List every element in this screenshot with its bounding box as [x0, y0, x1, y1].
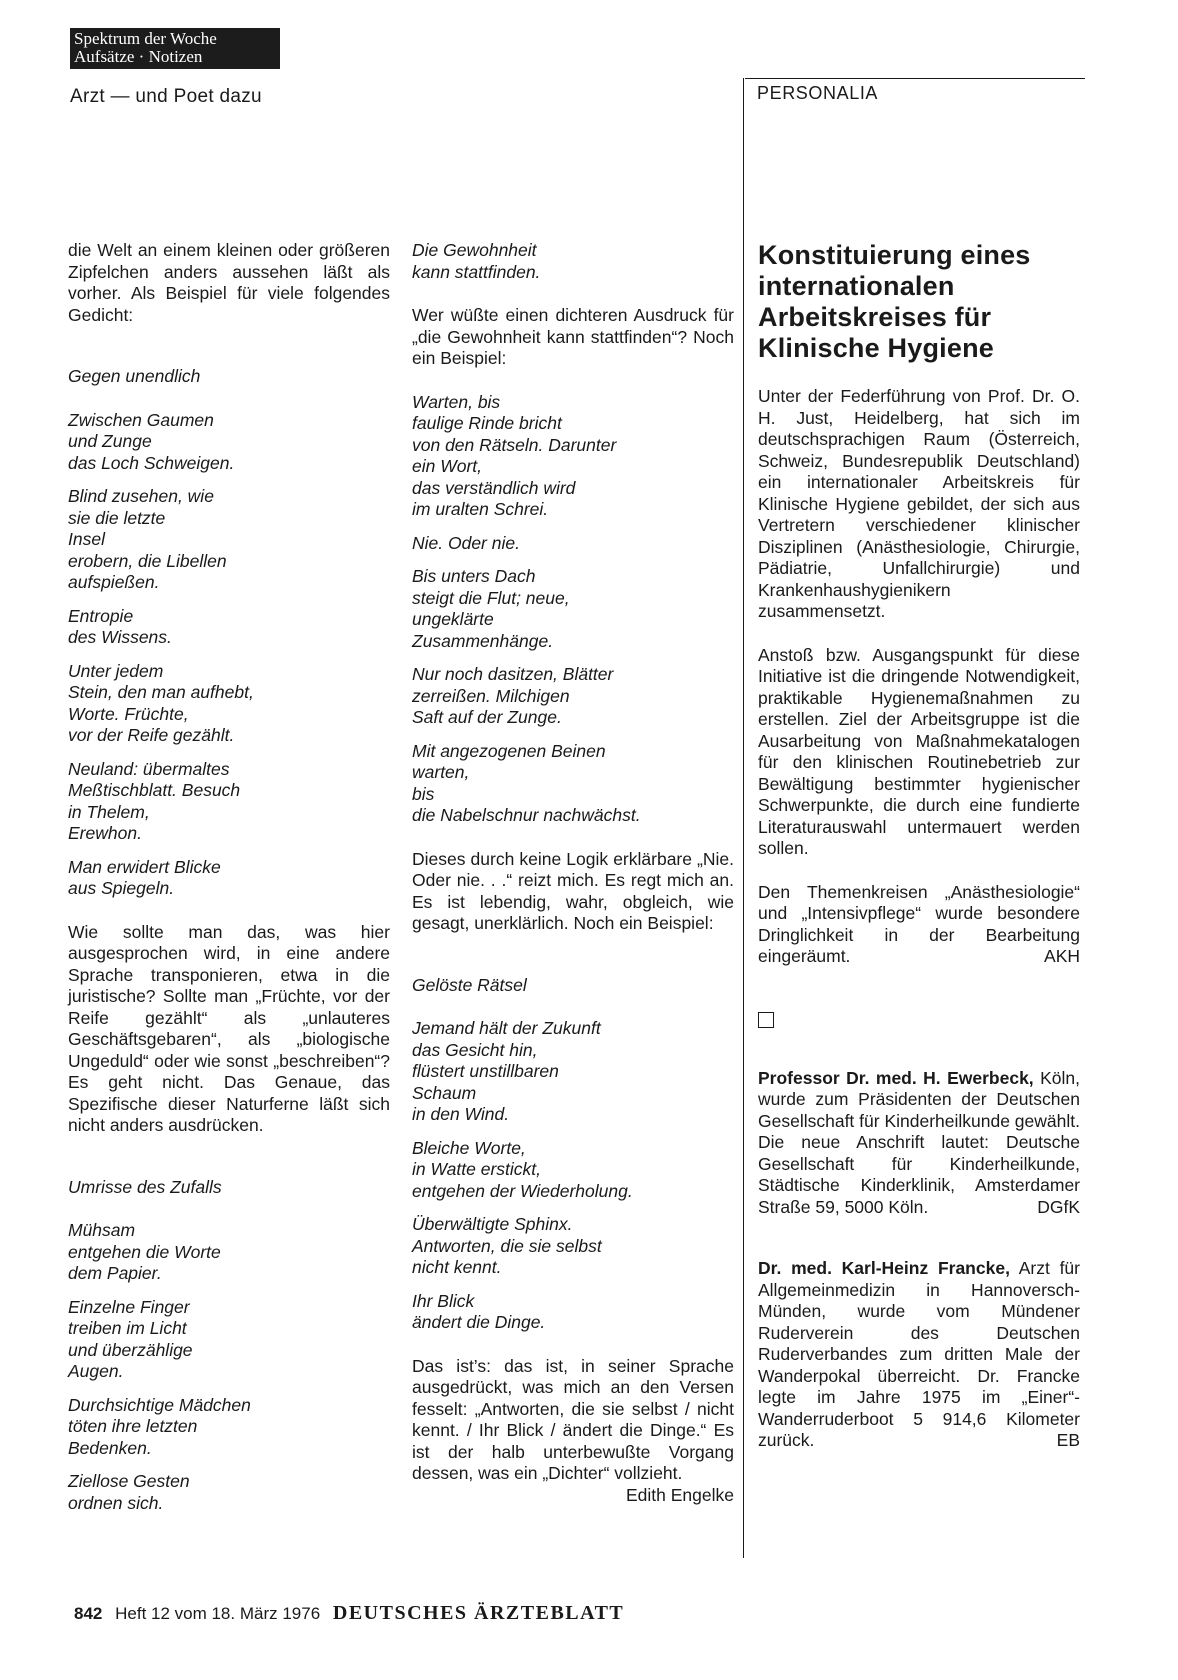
verse-line: das Loch Schweigen. [68, 452, 235, 473]
notice-text: Köln, wurde zum Präsidenten der Deutschen Gesellschaft für Kinderheilkunde gewählt. Die neue Anschrift lautet: Deutsche Gesellschaft für Kinderheilkunde, Städtische Kinderklinik, Amsterdamer Straße 59, 5000 Köln. [758, 1067, 1080, 1217]
intro-paragraph: die Welt an einem kleinen oder größeren Zipfelchen anders aussehen läßt als vorher. Als Beispiel für viele folgendes Gedicht: [68, 240, 390, 325]
verse-line: das verständlich wird [412, 477, 576, 498]
verse-line: bis [412, 783, 435, 804]
stanza [412, 1018, 734, 1126]
stanza [412, 741, 734, 827]
verse-line: ändert die Dinge. [412, 1312, 546, 1332]
header-rule [745, 78, 1085, 79]
verse-line: Ziellose Gesten [68, 1471, 190, 1491]
verse-line: Bis unters Dach [412, 566, 536, 586]
journal-name: DEUTSCHES ÄRZTEBLATT [332, 1602, 625, 1624]
stanza [68, 661, 390, 747]
column-3 [758, 240, 1080, 1452]
page-footer [74, 1602, 624, 1625]
verse-line: entgehen der Wiederholung. [412, 1180, 633, 1201]
stanza [68, 410, 390, 475]
body-paragraph: Wer wüßte einen dichteren Ausdruck für „die Gewohnheit kann stattfinden“? Noch ein Beispiel: [412, 305, 734, 368]
closing-text: Das ist’s: das ist, in seiner Sprache ausgedrückt, was mich an den Versen fesselt: „Antworten, die sie selbst / nicht kennt. / Ihr Blick / ändert die Dinge.“ Es ist der halb unterbewußte Vorgang dessen, was ein „Dichter“ vollzieht. [412, 1355, 734, 1483]
verse-line: Erewhon. [68, 823, 142, 843]
stanza [68, 857, 390, 900]
verse-line: erobern, die Libellen [68, 550, 227, 571]
poem-title: Gelöste Rätsel [412, 974, 527, 995]
verse-line: entgehen die Worte [68, 1241, 221, 1262]
verse-line: Nur noch dasitzen, Blätter [412, 664, 614, 684]
stanza [68, 759, 390, 845]
stanza [68, 1220, 390, 1285]
stanza [68, 606, 390, 649]
issue-info: Heft 12 vom 18. März 1976 [115, 1604, 321, 1623]
verse-line: steigt die Flut; neue, [412, 587, 570, 608]
verse-line: Nie. Oder nie. [412, 532, 520, 553]
column-1 [68, 240, 390, 1514]
verse-line: treiben im Licht [68, 1318, 187, 1338]
column-2 [412, 240, 734, 1506]
verse-line: zerreißen. Milchigen [412, 685, 570, 706]
article-text: Den Themenkreisen „Anästhesiologie“ und „Intensivpflege“ wurde besondere Dringlichkeit in der Bearbeitung eingeräumt. [758, 881, 1080, 966]
verse-line: warten, [412, 762, 470, 782]
verse-line: Antworten, die sie selbst [412, 1235, 602, 1256]
author-signature: Edith Engelke [626, 1484, 734, 1505]
verse-line: Blind zusehen, wie [68, 486, 214, 506]
verse-line: Warten, bis [412, 391, 501, 412]
verse-line: Überwältigte Sphinx. [412, 1214, 573, 1234]
verse-line: aus Spiegeln. [68, 878, 175, 898]
signature-akh: AKH [1044, 946, 1080, 966]
section-separator-box [758, 1012, 774, 1028]
person-name: Professor Dr. med. H. Ewerbeck, [758, 1067, 1034, 1088]
verse-line: Schaum [412, 1082, 477, 1103]
closing-paragraph [412, 1355, 734, 1505]
stanza [412, 1138, 734, 1203]
verse-line: aufspießen. [68, 572, 160, 592]
stanza [412, 392, 734, 521]
stanza [68, 486, 390, 594]
verse-line: von den Rätseln. Darunter [412, 434, 617, 455]
verse-line: Zwischen Gaumen [68, 409, 214, 430]
verse-line: Mit angezogenen Beinen [412, 740, 606, 761]
verse-line: die Nabelschnur nachwächst. [412, 805, 641, 825]
verse-line: Jemand hält der Zukunft [412, 1018, 601, 1038]
verse-line: Mühsam [68, 1220, 136, 1240]
verse-line: Worte. Früchte, [68, 703, 189, 724]
verse-line: flüstert unstillbaren [412, 1061, 559, 1081]
verse-line: Zusammenhänge. [412, 630, 554, 651]
section-title-left: Arzt — und Poet dazu [70, 86, 262, 107]
verse-line: kann stattfinden. [412, 261, 541, 282]
verse-line: in den Wind. [412, 1104, 510, 1124]
verse-line: im uralten Schrei. [412, 499, 549, 519]
stanza [412, 664, 734, 729]
verse-line: in Thelem, [68, 801, 150, 822]
verse-line: und überzählige [68, 1339, 193, 1360]
verse-line: vor der Reife gezählt. [68, 725, 235, 745]
verse-line: Ihr Blick [412, 1290, 475, 1311]
stanza [412, 1214, 734, 1279]
body-paragraph: Dieses durch keine Logik erklärbare „Nie. Oder nie. . .“ reizt mich. Es regt mich an. Es ist lebendig, wahr, obgleich, wie gesagt, unerklärlich. Noch ein Beispiel: [412, 848, 734, 933]
article-paragraph: Unter der Federführung von Prof. Dr. O. H. Just, Heidelberg, hat sich im deutschsprachigen Raum (Österreich, Schweiz, Bundesrepublik Deutschland) ein internationaler Arbeitskreis für Klinische Hygiene gebildet, der sich aus Vertretern verschiedener klinischer Disziplinen (Anästhesiologie, Chirurgie, Pädiatrie, Unfallchirurgie) und Krankenhaushygienikern zusammensetzt. [758, 386, 1080, 621]
signature-eb: EB [1056, 1430, 1080, 1450]
poem-title: Gegen unendlich [68, 366, 201, 386]
verse-line: dem Papier. [68, 1263, 162, 1283]
masthead [70, 28, 280, 69]
verse-line: und Zunge [68, 431, 152, 451]
body-paragraph: Wie sollte man das, was hier ausgesprochen wird, in eine andere Sprache transponieren, etwa in die juristische? Sollte man „Früchte, vor der Reife gezählt“ als „unlauteres Geschäftsgebaren“, als „biologische Ungeduld“ oder wie sonst „beschreiben“? Es geht nicht. Das Genaue, das Spezifische dieser Naturferne läßt sich nicht anders ausdrücken. [68, 921, 390, 1135]
signature-dgfk: DGfK [1037, 1196, 1080, 1217]
verse-line: Die Gewohnheit [412, 240, 537, 260]
verse-line: Saft auf der Zunge. [412, 707, 562, 727]
notice-text: Arzt für Allgemeinmedizin in Hannoversch-Münden, wurde vom Mündener Ruderverein des Deutschen Ruderverbandes zum dritten Male der Wanderpokal überreicht. Dr. Francke legte im Jahre 1975 im „Einer“-Wanderruderboot 5 914,6 Kilometer zurück. [758, 1258, 1080, 1450]
verse-line: Insel [68, 529, 105, 549]
verse-line: Durchsichtige Mädchen [68, 1394, 251, 1415]
verse-line: Neuland: übermaltes [68, 758, 230, 779]
stanza [68, 1297, 390, 1383]
person-name: Dr. med. Karl-Heinz Francke, [758, 1258, 1010, 1278]
column-divider [743, 78, 744, 1558]
verse-line: Bleiche Worte, [412, 1137, 526, 1158]
poem-title: Umrisse des Zufalls [68, 1176, 222, 1197]
stanza [68, 1471, 390, 1514]
personalia-notice [758, 1258, 1080, 1452]
article-paragraph [758, 882, 1080, 968]
verse-line: ungeklärte [412, 609, 494, 629]
stanza [412, 1291, 734, 1334]
verse-line: Meßtischblatt. Besuch [68, 780, 241, 800]
verse-line: Einzelne Finger [68, 1296, 190, 1317]
masthead-line1: Spektrum der Woche [74, 29, 217, 48]
verse-line: des Wissens. [68, 627, 172, 647]
personalia-notice [758, 1068, 1080, 1219]
verse-line: Man erwidert Blicke [68, 856, 221, 877]
page-number: 842 [74, 1604, 103, 1623]
stanza [412, 566, 734, 652]
verse-line: faulige Rinde bricht [412, 413, 562, 433]
verse-line: nicht kennt. [412, 1257, 502, 1277]
masthead-line2: Aufsätze · Notizen [74, 47, 203, 66]
section-title-right: PERSONALIA [757, 83, 879, 103]
verse-line: Unter jedem [68, 660, 164, 681]
verse-line: das Gesicht hin, [412, 1039, 538, 1060]
verse-line: Augen. [68, 1361, 124, 1381]
verse-line: Stein, den man aufhebt, [68, 682, 254, 702]
verse-line: sie die letzte [68, 507, 166, 528]
article-paragraph: Anstoß bzw. Ausgangspunkt für diese Initiative ist die dringende Notwendigkeit, praktikable Hygienemaßnahmen zu erstellen. Ziel der Arbeitsgruppe ist die Ausarbeitung von Maßnahmekatalogen für den klinischen Routinebetrieb zur Bewältigung bestimmter hygienischer Schwerpunkte, die durch eine fundierte Literaturauswahl untermauert werden sollen. [758, 644, 1080, 858]
stanza [68, 1395, 390, 1460]
stanza [412, 533, 734, 555]
article-headline: Konstituierung eines internationalen Arbeitskreises für Klinische Hygiene [758, 240, 1031, 363]
verse-line: töten ihre letzten [68, 1416, 198, 1436]
verse-line: Entropie [68, 605, 134, 626]
verse-line: in Watte erstickt, [412, 1159, 542, 1179]
verse-line: ordnen sich. [68, 1492, 164, 1513]
verse-line: Bedenken. [68, 1437, 152, 1458]
stanza [412, 240, 734, 283]
verse-line: ein Wort, [412, 456, 483, 476]
